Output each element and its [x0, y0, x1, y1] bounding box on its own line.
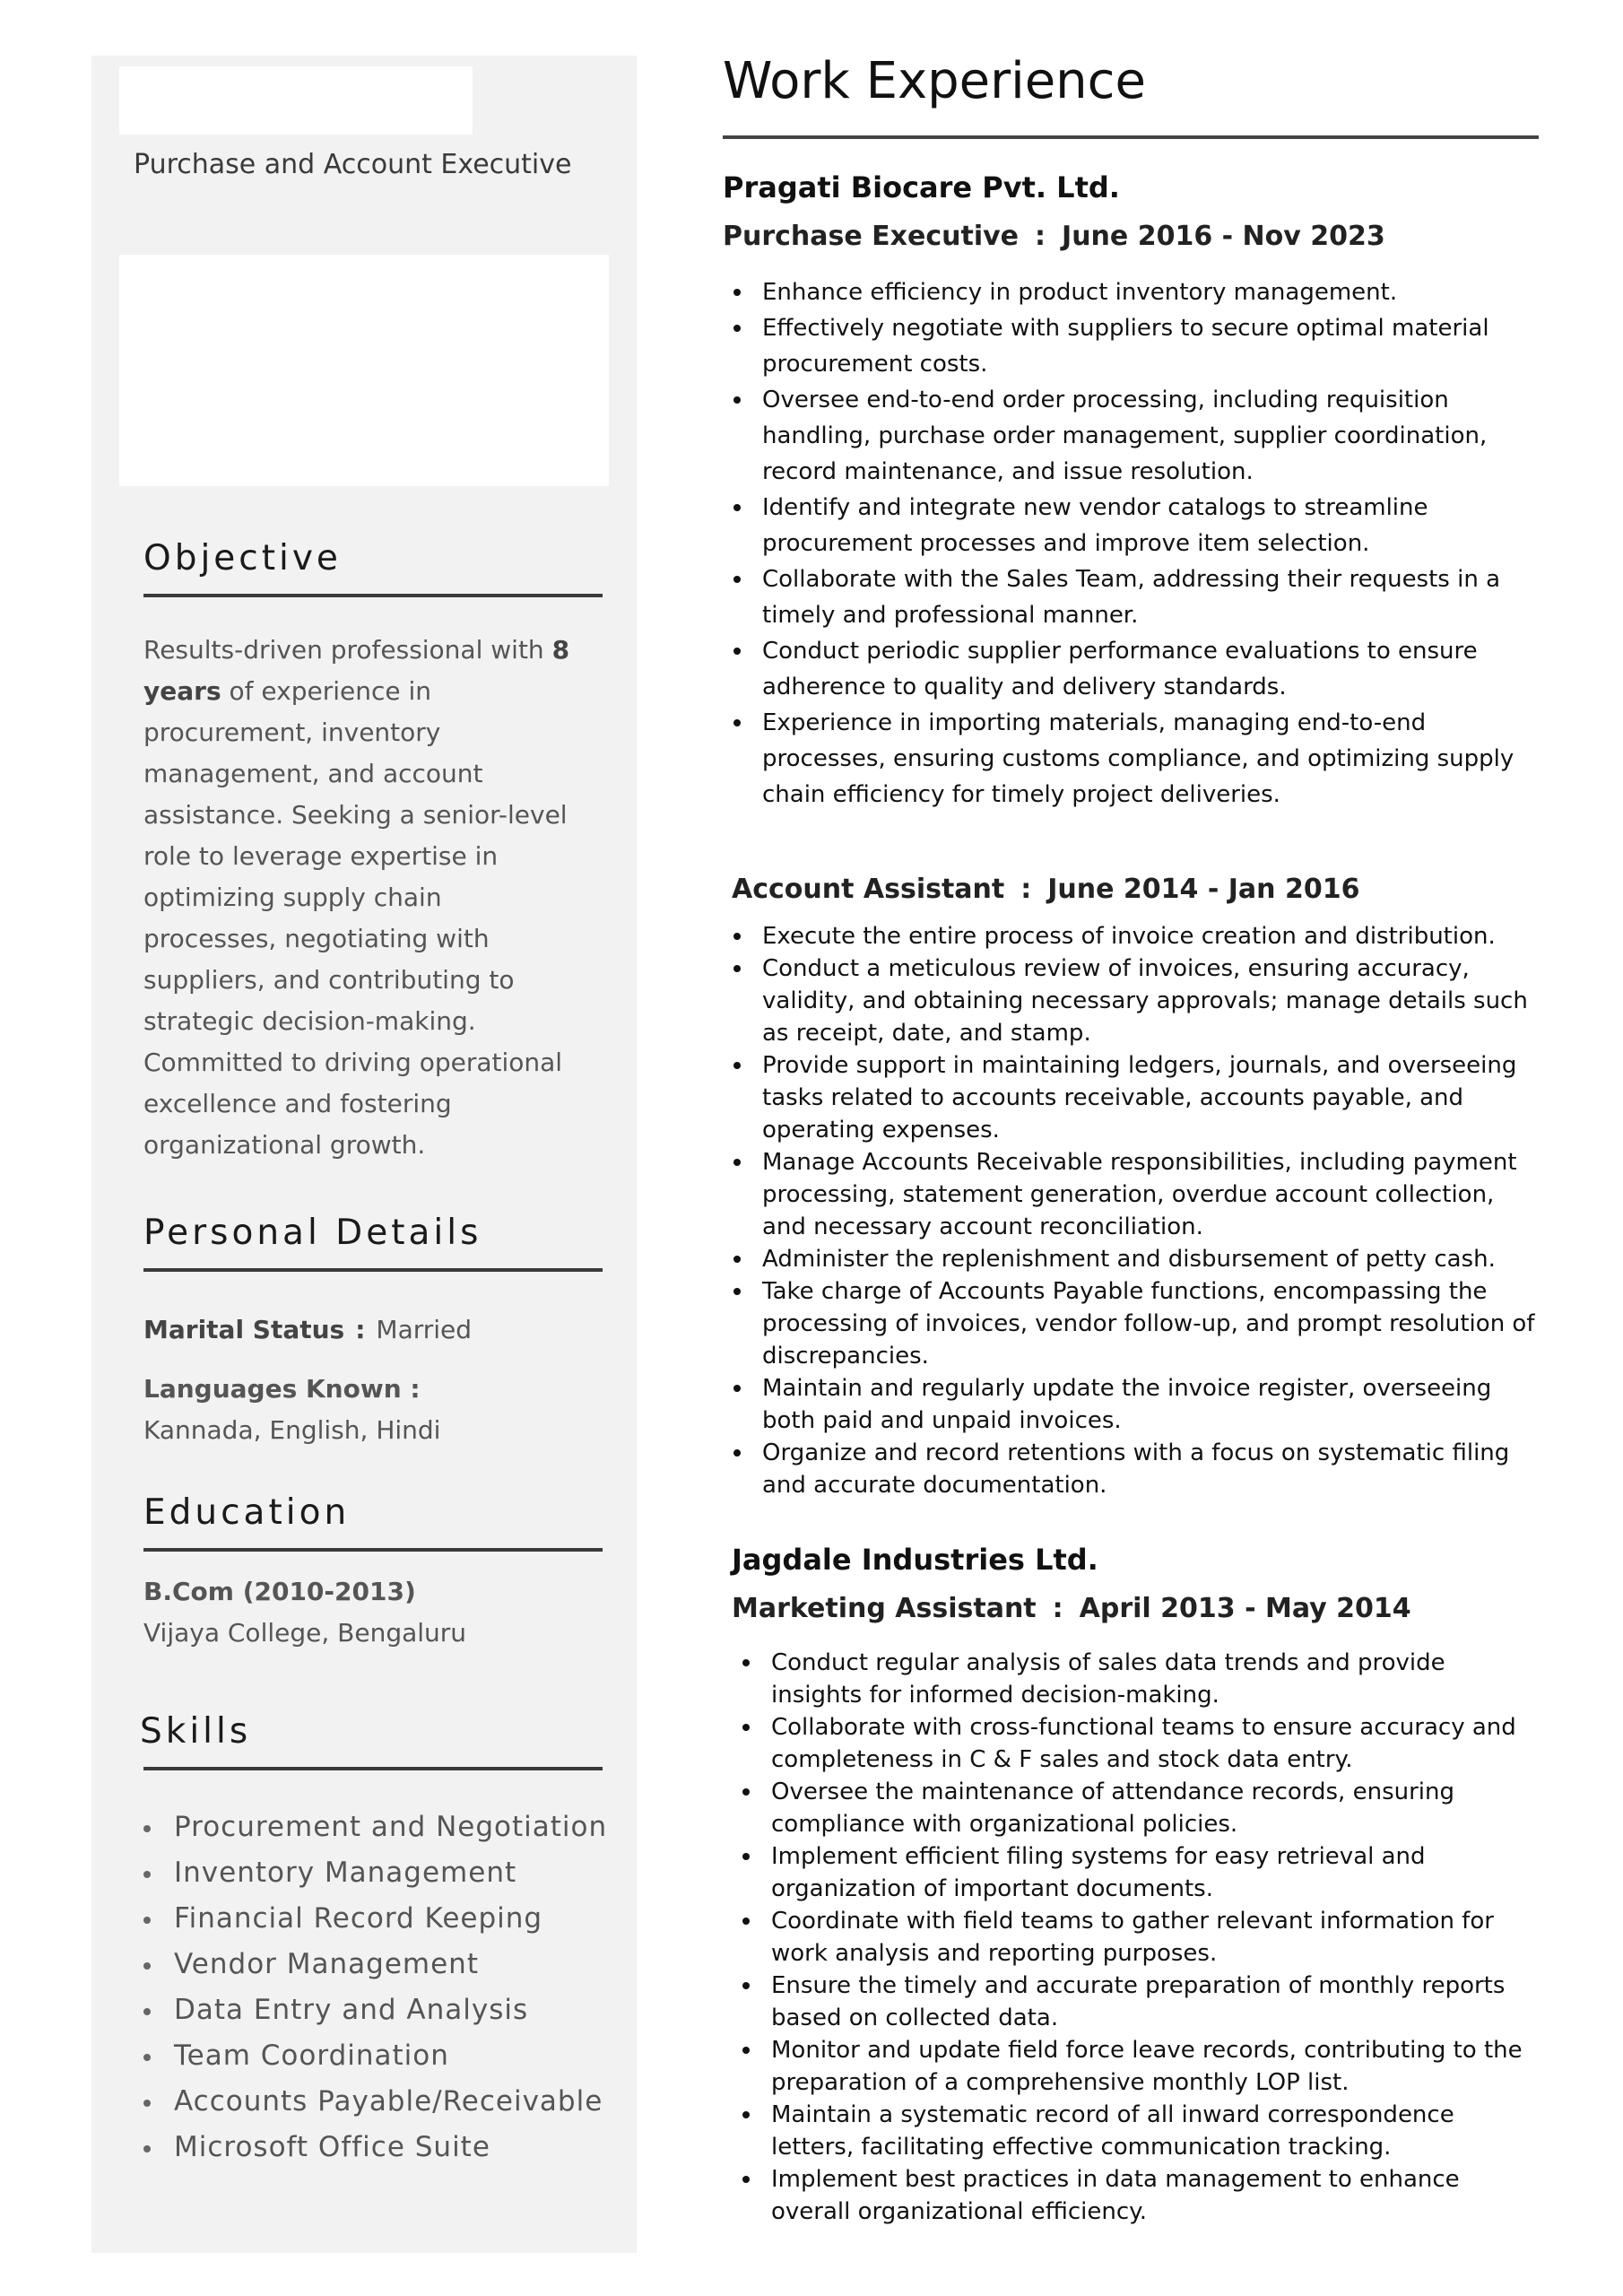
job2-bullet: Take charge of Accounts Payable functions, encompassing the processing of invoices, vendor follow-up, and prompt resolution of discrepancies.	[723, 1275, 1539, 1372]
job2-dates: June 2014 - Jan 2016	[1047, 874, 1360, 905]
education-heading: Education	[143, 1492, 351, 1533]
job2-bullet: Manage Accounts Receivable responsibilities, including payment processing, statement generation, overdue account collection, and necessary account reconciliation.	[723, 1146, 1539, 1243]
job3-bullet: Implement best practices in data management to enhance overall organizational efficiency.	[732, 2163, 1539, 2228]
job3-role: Marketing Assistant	[732, 1593, 1037, 1624]
skill-item: Procurement and Negotiation	[143, 1805, 607, 1850]
marital-status-colon: :	[355, 1315, 366, 1344]
objective-heading: Objective	[143, 538, 342, 578]
job2-role-separator: :	[1020, 874, 1032, 905]
languages-label: Languages Known :	[143, 1374, 421, 1404]
skill-item: Accounts Payable/Receivable	[143, 2079, 607, 2125]
work-experience-rule	[723, 135, 1539, 139]
job2-bullet: Conduct a meticulous review of invoices, ensuring accuracy, validity, and obtaining necessary approvals; manage details such as receipt, date, and stamp.	[723, 952, 1539, 1049]
objective-text-before: Results-driven professional with	[143, 635, 552, 665]
skill-item: Vendor Management	[143, 1942, 607, 1987]
job1-company: Pragati Biocare Pvt. Ltd.	[723, 170, 1120, 204]
job2-bullet: Organize and record retentions with a focus on systematic filing and accurate documentation.	[723, 1437, 1539, 1501]
marital-status-value: Married	[376, 1315, 473, 1344]
job3-bullet: Maintain a systematic record of all inward correspondence letters, facilitating effective communication tracking.	[732, 2099, 1539, 2163]
job3-company: Jagdale Industries Ltd.	[732, 1543, 1098, 1577]
job2-bullet: Maintain and regularly update the invoice register, overseeing both paid and unpaid invoices.	[723, 1372, 1539, 1437]
work-experience-heading: Work Experience	[723, 52, 1146, 110]
job3-bullet: Collaborate with cross-functional teams to ensure accuracy and completeness in C & F sales and stock data entry.	[732, 1711, 1539, 1776]
marital-status-label: Marital Status	[143, 1315, 345, 1344]
job1-bullet: Effectively negotiate with suppliers to secure optimal material procurement costs.	[723, 310, 1539, 382]
job2-role: Account Assistant	[732, 874, 1005, 905]
job1-bullet: Identify and integrate new vendor catalogs to streamline procurement processes and improve item selection.	[723, 490, 1539, 561]
job1-bullet: Experience in importing materials, managing end-to-end processes, ensuring customs compliance, and optimizing supply chain efficiency for timely project deliveries.	[723, 705, 1539, 813]
job2-role-line	[732, 874, 1359, 905]
job3-dates: April 2013 - May 2014	[1079, 1593, 1411, 1624]
job3-bullet: Oversee the maintenance of attendance records, ensuring compliance with organizational policies.	[732, 1776, 1539, 1840]
job3-bullet: Implement efficient filing systems for easy retrieval and organization of important documents.	[732, 1840, 1539, 1905]
job2-bullet: Execute the entire process of invoice creation and distribution.	[723, 920, 1539, 952]
job1-bullet: Collaborate with the Sales Team, addressing their requests in a timely and professional manner.	[723, 561, 1539, 633]
job2-bullets	[723, 920, 1539, 1501]
job1-bullets	[723, 274, 1539, 813]
languages-value: Kannada, English, Hindi	[143, 1415, 441, 1445]
objective-highlight: 8 years	[143, 635, 570, 706]
job3-role-line	[732, 1593, 1411, 1624]
job1-bullet: Oversee end-to-end order processing, including requisition handling, purchase order management, supplier coordination, record maintenance, and issue resolution.	[723, 382, 1539, 490]
job1-bullet: Enhance efficiency in product inventory management.	[723, 274, 1539, 310]
job3-role-separator: :	[1052, 1593, 1063, 1624]
job3-bullet: Conduct regular analysis of sales data trends and provide insights for informed decision-making.	[732, 1647, 1539, 1711]
skill-item: Inventory Management	[143, 1850, 607, 1896]
job1-role-line	[723, 221, 1385, 252]
job1-bullet: Conduct periodic supplier performance evaluations to ensure adherence to quality and delivery standards.	[723, 633, 1539, 705]
job1-dates: June 2016 - Nov 2023	[1062, 221, 1385, 252]
skill-item: Financial Record Keeping	[143, 1896, 607, 1942]
job3-bullet: Coordinate with field teams to gather relevant information for work analysis and reporting purposes.	[732, 1905, 1539, 1970]
skill-item: Team Coordination	[143, 2033, 607, 2079]
skill-item: Data Entry and Analysis	[143, 1987, 607, 2033]
education-degree: B.Com (2010-2013)	[143, 1577, 416, 1606]
job1-role: Purchase Executive	[723, 221, 1020, 252]
job2-bullet: Provide support in maintaining ledgers, journals, and overseeing tasks related to accounts receivable, accounts payable, and operating expenses.	[723, 1049, 1539, 1146]
objective-text-after: of experience in procurement, inventory management, and account assistance. Seeking a senior-level role to leverage expertise in optimizing supply chain processes, negotiating with suppliers, and contributing to strategic decision-making. Committed to driving operational excellence and fostering organizational growth.	[143, 676, 568, 1160]
job-title: Purchase and Account Executive	[134, 149, 572, 180]
job1-role-separator: :	[1035, 221, 1046, 252]
job3-bullet: Ensure the timely and accurate preparation of monthly reports based on collected data.	[732, 1970, 1539, 2034]
job2-bullet: Administer the replenishment and disbursement of petty cash.	[723, 1243, 1539, 1275]
skills-heading: Skills	[140, 1711, 252, 1752]
personal-details-heading: Personal Details	[143, 1213, 482, 1253]
job3-bullet: Monitor and update field force leave records, contributing to the preparation of a comprehensive monthly LOP list.	[732, 2034, 1539, 2099]
education-college: Vijaya College, Bengaluru	[143, 1618, 467, 1648]
skill-item: Microsoft Office Suite	[143, 2125, 607, 2170]
job3-bullets	[732, 1647, 1539, 2228]
